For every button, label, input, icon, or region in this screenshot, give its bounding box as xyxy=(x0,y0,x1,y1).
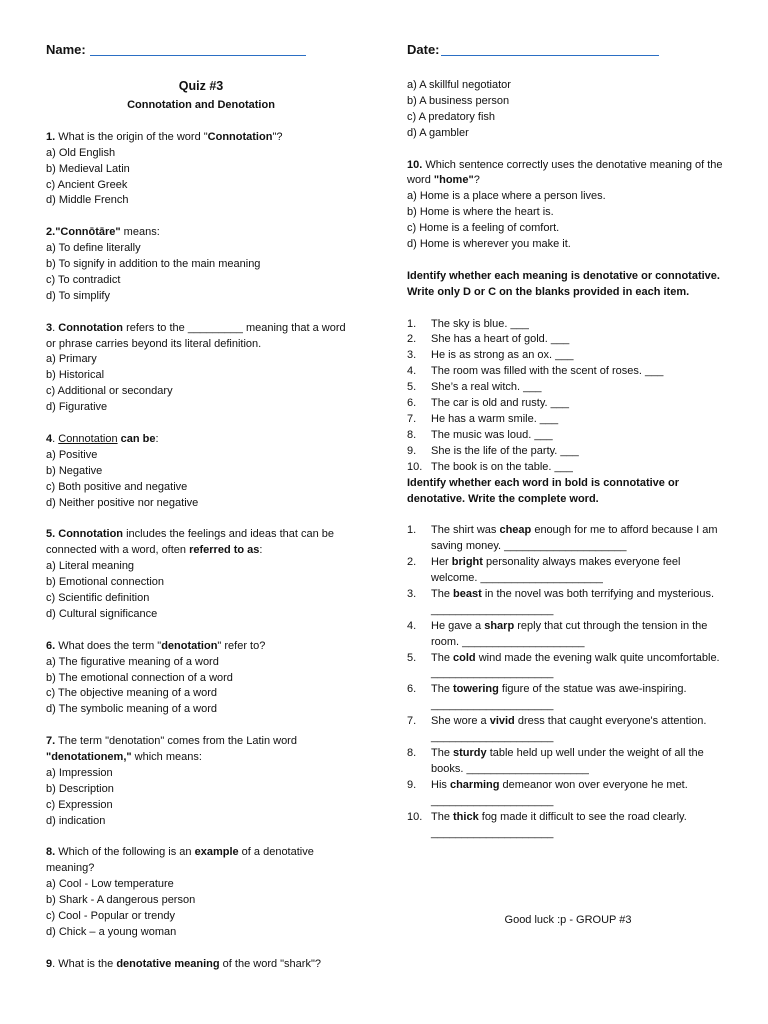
question-7 xyxy=(46,734,356,829)
list-item: 8. The music was loud. ___ xyxy=(407,428,553,441)
option: c) A predatory fish xyxy=(407,110,496,123)
list-item: 3. He is as strong as an ox. ___ xyxy=(407,349,574,362)
list-item: 10. The book is on the table. ___ xyxy=(407,460,573,473)
quiz-subtitle: Connotation and Denotation xyxy=(127,98,275,111)
list-item: 6. The towering figure of the statue was awe-inspiring. ____________________ xyxy=(407,683,687,712)
question-9-text: 9. What is the denotative meaning of the word "shark"? xyxy=(46,957,321,970)
list-item: 4. The room was filled with the scent of roses. ___ xyxy=(407,365,664,378)
option: c) Scientific definition xyxy=(46,592,150,605)
part2-instruction-1: Identify whether each meaning is denotative or connotative. xyxy=(407,269,720,282)
option: c) Cool - Popular or trendy xyxy=(46,910,175,923)
question-3-text: 3. Connotation refers to the _________ meaning that a word or phrase carries beyond its literal definition. xyxy=(46,321,346,350)
question-5 xyxy=(46,527,356,622)
date-field xyxy=(407,42,659,57)
question-5-text: 5. Connotation includes the feelings and ideas that can be connected with a word, often referred to as: xyxy=(46,528,334,557)
question-6 xyxy=(46,639,356,719)
question-10 xyxy=(407,158,729,253)
option: b) Description xyxy=(46,782,114,795)
option: a) Positive xyxy=(46,448,98,461)
question-4 xyxy=(46,432,356,512)
question-9-options xyxy=(407,78,729,142)
list-item: 8. The sturdy table held up well under the weight of all the books. ____________________ xyxy=(407,747,704,775)
name-field xyxy=(46,42,306,57)
left-column xyxy=(46,79,356,973)
option: c) To contradict xyxy=(46,273,121,286)
part2-list xyxy=(407,317,729,476)
list-item: 10. The thick fog made it difficult to see the road clearly. ____________________ xyxy=(407,810,687,839)
part2-instructions xyxy=(407,269,729,301)
question-7-text: 7. The term "denotation" comes from the Latin word "denotationem," which means: xyxy=(46,735,297,764)
option: a) Home is a place where a person lives. xyxy=(407,190,606,203)
date-blank-line[interactable] xyxy=(441,55,659,56)
option: d) To simplify xyxy=(46,289,110,302)
question-3 xyxy=(46,321,356,416)
option: a) Cool - Low temperature xyxy=(46,878,174,891)
option: c) Home is a feeling of comfort. xyxy=(407,222,560,235)
question-2-text: 2."Connōtāre" means: xyxy=(46,226,160,239)
list-item: 6. The car is old and rusty. ___ xyxy=(407,397,569,410)
list-item: 5. She’s a real witch. ___ xyxy=(407,381,542,394)
question-10-text: 10. Which sentence correctly uses the denotative meaning of the word "home"? xyxy=(407,158,723,187)
question-9 xyxy=(46,957,356,973)
list-item: 2. She has a heart of gold. ___ xyxy=(407,333,570,346)
footer-text: Good luck :p - GROUP #3 xyxy=(504,914,632,926)
part3-list xyxy=(407,523,729,841)
list-item: 1. The sky is blue. ___ xyxy=(407,317,529,330)
option: b) Home is where the heart is. xyxy=(407,206,554,219)
quiz-title: Quiz #3 xyxy=(178,79,224,93)
part2-instruction-2: Write only D or C on the blanks provided in each item. xyxy=(407,285,690,298)
option: b) Negative xyxy=(46,464,103,477)
option: c) Both positive and negative xyxy=(46,480,188,493)
list-item: 2. Her bright personality always makes everyone feel welcome. ____________________ xyxy=(407,556,681,585)
option: b) Historical xyxy=(46,369,105,382)
option: b) Emotional connection xyxy=(46,576,165,589)
question-1-text: 1. What is the origin of the word "Connotation"? xyxy=(46,130,283,143)
date-label: Date: xyxy=(407,42,440,57)
option: a) Literal meaning xyxy=(46,560,135,573)
option: b) Medieval Latin xyxy=(46,162,130,175)
option: a) Old English xyxy=(46,146,116,159)
question-number: 1. xyxy=(46,130,56,143)
option: a) Impression xyxy=(46,766,113,779)
list-item: 7. She wore a vivid dress that caught everyone's attention. ____________________ xyxy=(407,715,707,744)
part3-instruction: Identify whether each word in bold is connotative or denotative. Write the complete word. xyxy=(407,476,679,505)
list-item: 7. He has a warm smile. ___ xyxy=(407,412,559,425)
question-8-text: 8. Which of the following is an example of a denotative meaning? xyxy=(46,846,314,875)
option: d) Chick – a young woman xyxy=(46,926,177,939)
option: b) The emotional connection of a word xyxy=(46,671,233,684)
question-8 xyxy=(46,845,356,940)
right-column xyxy=(407,78,729,841)
option: d) Figurative xyxy=(46,401,108,414)
question-2 xyxy=(46,225,356,305)
option: c) Ancient Greek xyxy=(46,178,128,191)
list-item: 3. The beast in the novel was both terrifying and mysterious. ____________________ xyxy=(407,587,715,616)
option: a) To define literally xyxy=(46,242,141,255)
question-6-text: 6. What does the term "denotation" refer to? xyxy=(46,639,266,652)
option: c) Additional or secondary xyxy=(46,385,173,398)
option: d) A gambler xyxy=(407,126,469,139)
list-item: 4. He gave a sharp reply that cut through the tension in the room. ____________________ xyxy=(407,619,708,648)
list-item: 1. The shirt was cheap enough for me to afford because I am saving money. ____________________ xyxy=(407,524,718,553)
option: b) A business person xyxy=(407,94,510,107)
option: d) Home is wherever you make it. xyxy=(407,238,571,251)
list-item: 5. The cold wind made the evening walk quite uncomfortable. ____________________ xyxy=(407,651,720,680)
list-item: 9. His charming demeanor won over everyone he met. ____________________ xyxy=(407,778,688,807)
option: c) The objective meaning of a word xyxy=(46,687,217,700)
name-label: Name: xyxy=(46,42,86,57)
option: c) Expression xyxy=(46,798,113,811)
list-item: 9. She is the life of the party. ___ xyxy=(407,444,579,457)
question-4-text: 4. Connotation can be: xyxy=(46,432,159,445)
question-1 xyxy=(46,130,356,210)
name-blank-line[interactable] xyxy=(90,55,306,56)
option: d) Cultural significance xyxy=(46,607,158,620)
option: a) Primary xyxy=(46,353,97,366)
option: b) To signify in addition to the main meaning xyxy=(46,258,261,271)
option: d) indication xyxy=(46,814,106,827)
option: d) Middle French xyxy=(46,194,129,207)
option: a) The figurative meaning of a word xyxy=(46,655,219,668)
option: a) A skillful negotiator xyxy=(407,79,511,91)
option: d) The symbolic meaning of a word xyxy=(46,703,217,716)
option: b) Shark - A dangerous person xyxy=(46,894,196,907)
option: d) Neither positive nor negative xyxy=(46,496,199,509)
part3-instructions xyxy=(407,476,729,508)
